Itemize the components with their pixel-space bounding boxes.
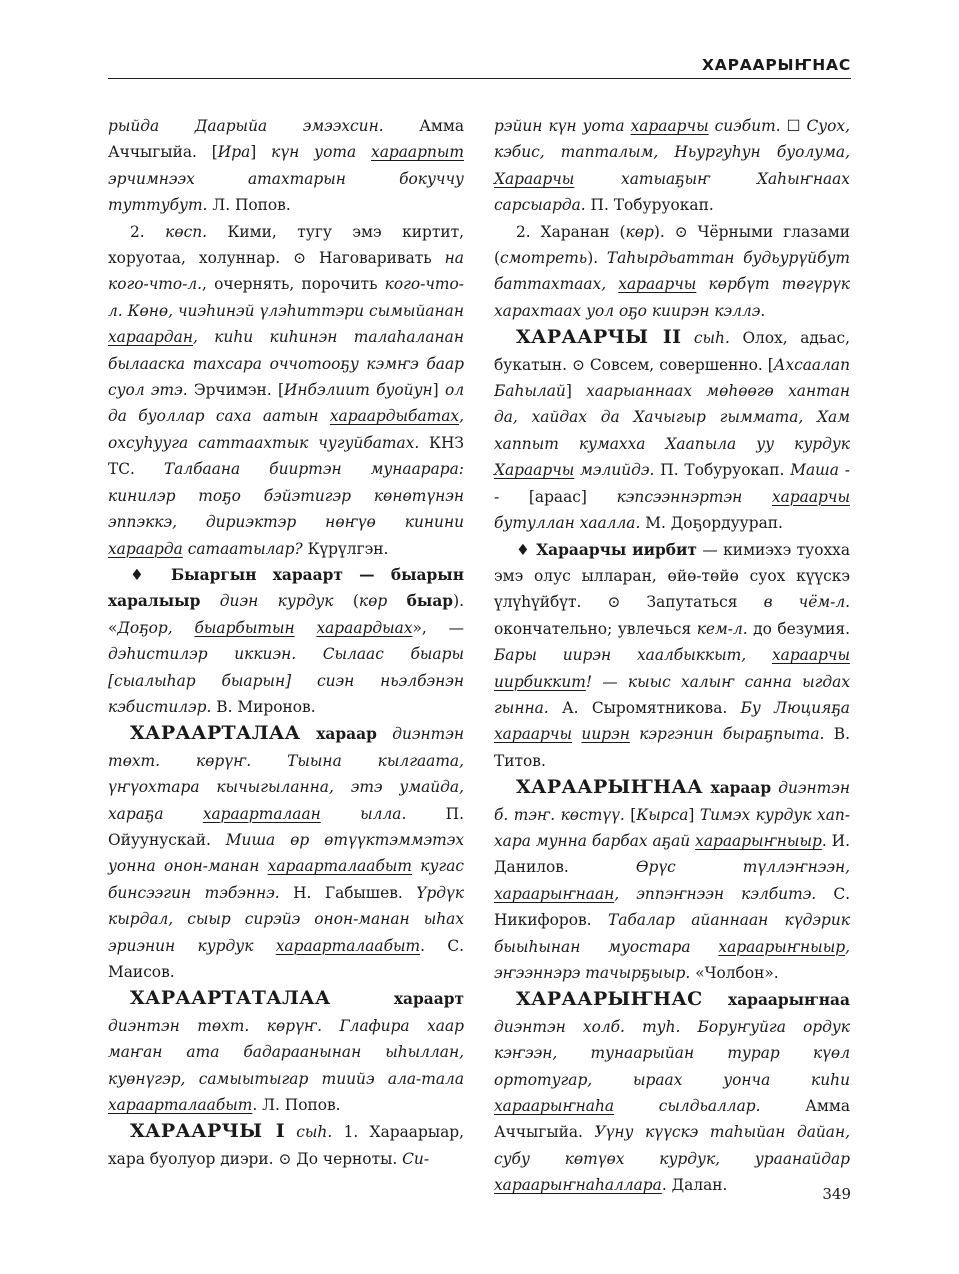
- text-run: [316, 619, 412, 637]
- text-run: ]: [688, 805, 700, 824]
- headword: ХАРААРЫҤНАС: [516, 988, 703, 1011]
- text-run: , очернять, порочить: [202, 275, 385, 294]
- text-run: В. Титов.: [494, 725, 850, 770]
- text-run: . Л. Попов.: [252, 1096, 341, 1115]
- text-run: [718, 938, 845, 956]
- text-run: диэнтэн б. тэҥ. көстүү.: [494, 779, 850, 824]
- text-run: Табалар айаннаан күдэрик быыһынан муостара: [494, 911, 850, 956]
- text-run: Л. Попов.: [207, 196, 291, 215]
- text-run: [203, 805, 321, 823]
- text-run: [581, 725, 629, 743]
- text-run: Кырса: [636, 805, 689, 824]
- text-run: ]: [432, 381, 445, 400]
- text-run: [268, 857, 412, 875]
- text-run: [араас]: [528, 487, 617, 506]
- text-run: [194, 619, 294, 637]
- text-run: Суох, кэбис, тапталым, Ньургуһун буолума,: [494, 117, 850, 162]
- text-run: . Далан.: [661, 1176, 728, 1195]
- cited-word: хараарда: [108, 539, 183, 558]
- text-run: сыһ.: [284, 1123, 333, 1142]
- text-run: ☐: [780, 117, 807, 135]
- text-run: Инбэлиит буойун: [284, 381, 433, 400]
- cited-word: хараарталаабыт: [108, 1096, 253, 1115]
- text-run: Бу Люцияҕа: [740, 698, 850, 717]
- idiom-paragraph: [494, 537, 850, 775]
- text-run: — кимиэхэ туохха эмэ олус ылларан, өйө-төйө суох күүскэ үлүһүйбүт. ⊙ Запутаться: [494, 540, 850, 612]
- text-run: [618, 275, 696, 293]
- left-column: [108, 113, 464, 1172]
- text-run: Уүну күүскэ таһыйан дайан, субу көтүөх курдук, ураанайдар: [494, 1123, 850, 1168]
- text-run: ]: [565, 382, 587, 401]
- entry-continuation: [494, 113, 850, 219]
- text-run: [371, 143, 464, 161]
- entry-haraaryngnas: [494, 986, 850, 1198]
- headword: ХАРААРТАЛАА: [130, 722, 301, 745]
- text-run: , киһи киһинэн талаһаланан былааска тахсара оччотооҕу кэмҥэ баар суол этэ.: [108, 328, 464, 400]
- text-run: Ира: [217, 143, 251, 162]
- sense-2-paragraph: [108, 219, 464, 562]
- text-run: , охсуһууга саттаахтык чугуйбатах.: [108, 407, 464, 452]
- text-run: ылла.: [320, 804, 407, 823]
- headword: ХАРААРЫҤНАА: [516, 776, 703, 799]
- text-run: ♦ Быаргын хараарт — быарын харалыыр: [108, 565, 464, 611]
- text-run: быар: [406, 592, 454, 611]
- text-run: [108, 328, 193, 346]
- text-run: Кими, тугу эмэ киртит, хоруотаа, холуннар. ⊙ Наговаривать: [108, 222, 465, 268]
- text-run: хаарыаннаах мөһөөгө хантан да, хайдах да Хачыгыр гыммата, Хам хаппыт кумахха Хаапыла уу курдук: [494, 382, 850, 453]
- cited-word: хараарталаан: [202, 804, 321, 823]
- text-run: [330, 407, 459, 425]
- text-run: көр: [625, 222, 654, 241]
- text-run: [494, 885, 614, 903]
- entry-haraartalaa: [108, 720, 464, 985]
- text-run: до безумия.: [747, 619, 850, 638]
- text-run: [108, 1096, 252, 1114]
- text-run: көсп.: [165, 222, 208, 241]
- text-run: сылдьаллар.: [614, 1097, 761, 1116]
- headword: ХАРААРЧЫ II: [516, 326, 682, 349]
- header-title: ХАРААРЫҤНАС: [702, 56, 851, 74]
- text-run: Миша өр өтүүктэммэтэх уонна онон-манан: [108, 830, 464, 876]
- text-run: Амма Аччыгыйа. [: [108, 117, 464, 162]
- text-run: рыйда Даарыйа эмээхсин.: [108, 117, 384, 135]
- text-run: диэн курдук: [200, 592, 334, 611]
- text-run: [494, 170, 574, 188]
- text-run: Талбаана бииртэн мунаарара: кинилэр тоҕо бэйэтигэр көнөтүнэн эппэккэ, дириэктэр нөҥүө кинини: [108, 460, 464, 532]
- text-run: кугас бинсээгин тэбэннэ.: [108, 857, 464, 902]
- headword: ХАРААРТАТАЛАА: [130, 987, 331, 1010]
- text-run: Тимэх курдук хап-хара мунна барбах аҕай: [494, 805, 850, 850]
- text-run: в чём-л.: [763, 593, 851, 612]
- text-run: Доҕор,: [117, 618, 195, 637]
- text-run: ! — кыыс халыҥ санна ыгдах гынна.: [494, 672, 850, 717]
- entry-haraartatalaa: [108, 985, 464, 1118]
- text-run: П. Тобуруокап.: [654, 461, 791, 480]
- text-run: дэһистилэр иккиэн. Сылаас быары [сыалыһар быарын] сиэн ньэлбэнэн кэбистилэр.: [108, 645, 464, 716]
- text-run: [695, 832, 822, 850]
- text-run: 1. Хараарыар, хара буолуор диэри. ⊙ До черноты.: [108, 1123, 464, 1168]
- text-run: Өрүс түллэҥнээн,: [635, 858, 850, 877]
- cited-word: Хараарчы: [494, 169, 575, 188]
- cited-word: хараарчы: [630, 117, 709, 135]
- text-run: Си-: [402, 1149, 430, 1168]
- text-run: хатыаҕыҥ Хаһыҥнаах сарсыарда.: [494, 169, 850, 215]
- text-run: хараарыҥнаа: [702, 991, 850, 1010]
- text-run: хараар: [702, 779, 772, 798]
- headword: ХАРААРЧЫ I: [130, 1120, 285, 1143]
- text-run: сыһ.: [681, 329, 730, 348]
- text-run: смотреть: [500, 249, 588, 268]
- text-run: С. Никифоров.: [494, 884, 850, 930]
- text-run: , эҥээннэрэ тачырҕыыр.: [494, 937, 850, 982]
- text-run: кэргэнин быраҕпыта.: [629, 725, 825, 744]
- text-run: Үрдүк кырдал, сыыр сирэйэ онон-манан ыһах эриэнин курдук: [108, 883, 464, 955]
- text-run: [631, 117, 709, 135]
- text-run: [772, 488, 850, 506]
- text-run: Олох, адьас, букатын. ⊙ Совсем, совершенно. [: [494, 329, 850, 374]
- text-run: А. Сыромятникова.: [548, 698, 741, 717]
- cited-word: хараарпыт: [371, 143, 464, 162]
- text-run: [387, 592, 406, 610]
- cited-word: хараарыҥнаан: [494, 884, 615, 903]
- text-run: КНЗ ТС.: [108, 433, 464, 479]
- text-run: бутуллан хаалла.: [494, 514, 641, 533]
- text-run: П. Ойуунускай.: [108, 804, 464, 849]
- text-run: (: [333, 592, 359, 611]
- sense-2-paragraph: [494, 219, 850, 325]
- text-run: », —: [412, 618, 464, 637]
- text-run: көр: [358, 592, 388, 611]
- text-run: Таһырдьаттан будьурүйбут баттахтаах,: [494, 249, 850, 294]
- cited-word: хараарыҥныыр: [718, 937, 846, 956]
- right-column: [494, 113, 850, 1199]
- text-run: диэнтэн холб. туһ. Боруҥуйга ордук кэҥээн, тунаарыйан турар күөл ортотугар, ыраах уонча киһи: [494, 1017, 850, 1089]
- text-run: . И. Данилов.: [494, 831, 850, 877]
- text-run: ). «: [108, 592, 464, 637]
- cited-word: хараарчы иирбиккит: [494, 646, 850, 691]
- cited-word: быарбытын: [194, 618, 295, 637]
- text-run: мэлийдэ.: [574, 461, 655, 480]
- cited-word: хараарыҥнаһа: [494, 1097, 615, 1116]
- text-run: [494, 725, 572, 743]
- text-run: ).: [587, 249, 607, 268]
- text-run: на кого-что-л.: [108, 249, 464, 294]
- text-run: 2. Харанан (: [516, 222, 626, 241]
- cited-word: хараарчы: [618, 275, 697, 294]
- text-run: , эппэҥнээн кэлбитэ.: [614, 884, 817, 903]
- text-run: [494, 461, 574, 479]
- text-run: сиэбит.: [708, 117, 781, 135]
- text-run: [295, 619, 317, 637]
- text-run: Күрүлгэн.: [302, 539, 389, 558]
- text-run: көрбүт төгүрүк харахтаах уол оҕо киирэн кэллэ.: [494, 275, 850, 320]
- text-run: эрчимнээх атахтарын бокуччу туттубут.: [108, 169, 464, 215]
- cited-word: хараардыбатах: [329, 407, 460, 426]
- text-run: Ахсаалап Баһылай: [494, 355, 850, 401]
- text-run: Эрчимэн. [: [187, 381, 284, 400]
- text-run: П. Тобуруокап.: [585, 196, 714, 215]
- text-run: ). ⊙ Чёрными глазами (: [494, 222, 850, 268]
- text-run: хараар: [300, 725, 377, 744]
- text-run: В. Миронов.: [211, 697, 316, 716]
- text-run: окончательно; увлечься: [494, 619, 697, 638]
- text-run: «Чолбон».: [690, 964, 779, 982]
- text-run: . С. Маисов.: [108, 936, 464, 981]
- text-run: [: [630, 805, 637, 824]
- text-run: [572, 725, 581, 743]
- text-run: Маша --: [494, 461, 850, 506]
- text-run: сатаатылар?: [182, 539, 303, 558]
- text-run: ]: [250, 143, 272, 162]
- cited-word: хараарталаабыт: [275, 936, 421, 955]
- entry-haraaryngnaa: [494, 774, 850, 986]
- text-run: [494, 1097, 614, 1115]
- text-run: күн уота: [271, 143, 372, 162]
- text-run: М. Доҕордуурап.: [640, 514, 783, 533]
- cited-word: хараардыах: [316, 618, 413, 637]
- text-run: Н. Габышев.: [279, 883, 417, 902]
- text-run: хараарт: [330, 990, 464, 1009]
- cited-word: иирэн: [581, 725, 630, 744]
- cited-word: хараарыҥнаһаллара: [494, 1176, 662, 1195]
- entry-haraarchy-1: [108, 1118, 464, 1172]
- text-run: ♦ Хараарчы иирбит: [516, 540, 697, 559]
- text-run: [494, 1176, 662, 1194]
- cited-word: Хараарчы: [494, 461, 575, 480]
- text-run: 2.: [130, 222, 166, 241]
- entry-haraarchy-2: [494, 324, 850, 536]
- cited-word: хараардан: [108, 328, 193, 347]
- cited-word: хараарталаабыт: [267, 857, 412, 876]
- entry-continuation: [108, 113, 464, 219]
- text-run: кого-что-л. Көнө, чиэһинэй үлэһиттэри сымыйанан: [108, 275, 464, 320]
- text-run: диэнтэн төхт. көрүҥ. Глафира хаар маҥан ата бадараанынан ыһыллан, куөнүгэр, самыытыгар тиийэ ала-тала: [108, 1016, 464, 1088]
- cited-word: хараарыҥныыр: [695, 831, 822, 850]
- page-number: 349: [822, 1185, 851, 1203]
- idiom-paragraph: [108, 562, 464, 720]
- text-run: Бары иирэн хаалбыккыт,: [494, 646, 772, 665]
- text-run: диэнтэн төхт. көрүҥ. Тыына кылгаата, үҥүохтара кычыгыланна, этэ умайда, хараҕа: [108, 725, 464, 823]
- text-run: [276, 937, 420, 955]
- cited-word: хараарчы: [771, 487, 850, 506]
- text-run: ол да буоллар саха аатын: [108, 381, 465, 426]
- text-run: Амма Аччыгыйа.: [494, 1097, 850, 1142]
- text-run: кэпсээннэртэн: [616, 487, 772, 506]
- cited-word: хараарчы: [494, 725, 573, 744]
- text-run: кем-л.: [696, 619, 748, 638]
- text-run: [108, 540, 183, 558]
- running-header: [108, 52, 851, 79]
- text-run: рэйин күн уота: [494, 117, 631, 135]
